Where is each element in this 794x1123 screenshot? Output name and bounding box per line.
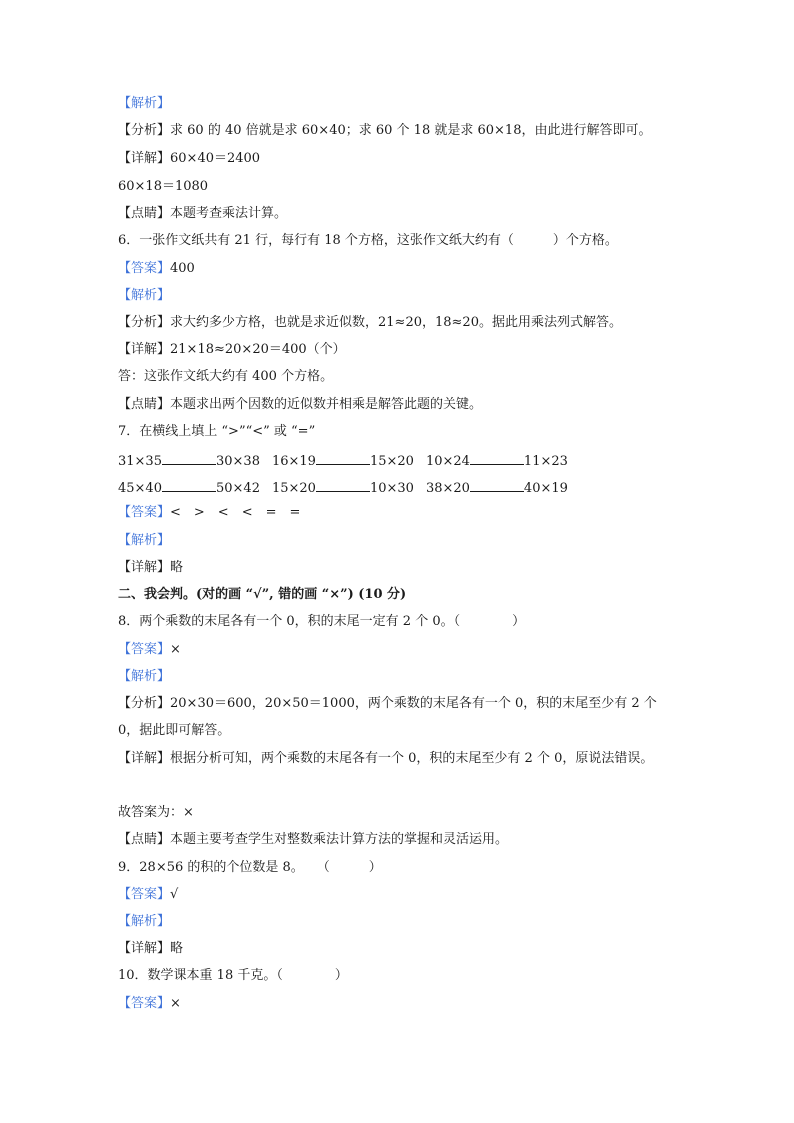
comment-label: 【点睛】 — [118, 832, 171, 847]
q7-right: 10×30 — [369, 481, 414, 496]
analysis-tag: 【解析】 — [118, 96, 171, 111]
q6-answer — [118, 260, 195, 278]
q9-detail-text: 略 — [170, 941, 184, 956]
analysis-label: 【分析】 — [118, 315, 171, 330]
q7-answer — [118, 504, 300, 522]
answer-tag: 【答案】 — [118, 887, 171, 902]
q7-left: 31×35 — [118, 454, 162, 469]
answer-tag: 【答案】 — [118, 642, 171, 657]
fill-blank[interactable] — [316, 478, 370, 492]
detail-label: 【详解】 — [118, 342, 171, 357]
q7-left: 15×20 — [271, 481, 316, 496]
q5-detail — [118, 150, 260, 168]
q9-detail — [118, 940, 183, 958]
q6-comment-text: 本题求出两个因数的近似数并相乘是解答此题的关键。 — [170, 397, 483, 412]
answer-tag: 【答案】 — [118, 996, 171, 1011]
q10-stem: 10．数学课本重 18 千克。（ ） — [118, 968, 348, 983]
q10-answer-value: × — [170, 996, 181, 1011]
q5-comment-text: 本题考查乘法计算。 — [170, 206, 288, 221]
comment-label: 【点睛】 — [118, 206, 171, 221]
q5-analysis — [118, 122, 651, 140]
q7-right: 40×19 — [523, 481, 568, 496]
q8-comment-text: 本题主要考查学生对整数乘法计算方法的掌握和灵活运用。 — [170, 832, 509, 847]
analysis-tag: 【解析】 — [118, 669, 171, 684]
q9-answer-value: √ — [170, 887, 179, 902]
q8-analysis-line2: 0，据此即可解答。 — [118, 723, 231, 738]
q6-analysis — [118, 314, 622, 332]
q6-detail-text: 21×18≈20×20＝400（个） — [170, 342, 346, 357]
analysis-tag: 【解析】 — [118, 288, 171, 303]
q5-comment — [118, 205, 287, 223]
q6-detail — [118, 341, 346, 359]
comment-label: 【点睛】 — [118, 397, 171, 412]
q8-detail — [118, 750, 653, 768]
fill-blank[interactable] — [470, 451, 524, 465]
q8-comment — [118, 831, 508, 849]
detail-label: 【详解】 — [118, 560, 171, 575]
answer-tag: 【答案】 — [118, 261, 171, 276]
q6-analysis-text: 求大约多少方格，也就是求近似数，21≈20，18≈20。据此用乘法列式解答。 — [170, 315, 622, 330]
q7-detail-text: 略 — [170, 560, 184, 575]
q7-left: 16×19 — [271, 454, 316, 469]
q7-row-2 — [118, 478, 568, 498]
fill-blank[interactable] — [316, 451, 370, 465]
q7-left: 45×40 — [118, 481, 162, 496]
q6-comment — [118, 396, 482, 414]
q7-answer-value: < > < < = = — [170, 505, 301, 520]
q8-final-answer: 故答案为：× — [118, 805, 194, 820]
detail-label: 【详解】 — [118, 151, 171, 166]
q5-detail-line2: 60×18＝1080 — [118, 179, 209, 194]
q8-analysis — [118, 695, 657, 713]
q7-left: 38×20 — [425, 481, 470, 496]
q7-detail — [118, 559, 183, 577]
q6-answer-value: 400 — [170, 261, 195, 276]
analysis-label: 【分析】 — [118, 696, 171, 711]
q7-stem: 7．在横线上填上 “>”“<” 或 “=” — [118, 424, 316, 439]
q9-answer — [118, 886, 178, 904]
q7-right: 30×38 — [215, 454, 260, 469]
q8-answer — [118, 641, 181, 659]
answer-tag: 【答案】 — [118, 505, 171, 520]
detail-label: 【详解】 — [118, 751, 171, 766]
q6-stem: 6．一张作文纸共有 21 行，每行有 18 个方格，这张作文纸大约有（ ）个方格。 — [118, 233, 618, 248]
analysis-label: 【分析】 — [118, 123, 171, 138]
section-heading: 二、我会判。(对的画 “√”, 错的画 “×”) (10 分) — [118, 587, 407, 602]
q9-stem: 9．28×56 的积的个位数是 8。 （ ） — [118, 860, 382, 875]
q7-right: 50×42 — [215, 481, 260, 496]
q5-detail-text: 60×40＝2400 — [170, 151, 261, 166]
q7-right: 15×20 — [369, 454, 414, 469]
q8-answer-value: × — [170, 642, 181, 657]
analysis-tag: 【解析】 — [118, 914, 171, 929]
q7-left: 10×24 — [425, 454, 470, 469]
q5-analysis-text: 求 60 的 40 倍就是求 60×40；求 60 个 18 就是求 60×18，由此进行解答即可。 — [170, 123, 652, 138]
q6-reply: 答：这张作文纸大约有 400 个方格。 — [118, 369, 334, 384]
q8-stem: 8．两个乘数的末尾各有一个 0，积的末尾一定有 2 个 0。（ ） — [118, 614, 526, 629]
q7-row-1 — [118, 451, 568, 471]
q10-answer — [118, 995, 181, 1013]
analysis-tag: 【解析】 — [118, 533, 171, 548]
fill-blank[interactable] — [162, 451, 216, 465]
fill-blank[interactable] — [162, 478, 216, 492]
q8-detail-text: 根据分析可知，两个乘数的末尾各有一个 0，积的末尾至少有 2 个 0，原说法错误。 — [170, 751, 654, 766]
fill-blank[interactable] — [470, 478, 524, 492]
detail-label: 【详解】 — [118, 941, 171, 956]
q8-analysis-text: 20×30＝600，20×50＝1000，两个乘数的末尾各有一个 0，积的末尾至少有 2 个 — [170, 696, 657, 711]
q7-right: 11×23 — [523, 454, 568, 469]
